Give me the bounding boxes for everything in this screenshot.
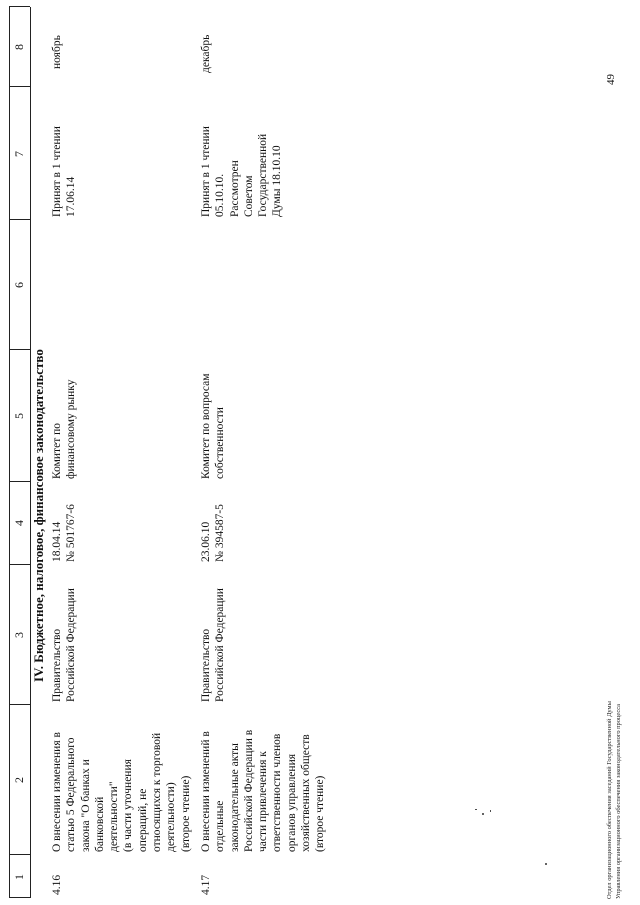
plan-month: ноябрь [51, 35, 63, 69]
scan-speck [545, 863, 547, 865]
bill-title-line: деятельности" [108, 781, 121, 852]
bill-title-line: части привлечения к [257, 751, 270, 852]
footer-line: Отдел организационного обеспечения заседаний Государственной Думы [606, 701, 613, 899]
registration-number: № 394587-5 [214, 504, 227, 562]
col-divider [9, 6, 30, 7]
col-divider [9, 86, 30, 87]
status-line: Принят в 1 чтении [51, 126, 63, 217]
status [199, 126, 285, 217]
bill-title-line: отдельные [214, 800, 227, 852]
bill-title-line: хозяйственных обществ [300, 734, 313, 852]
committee-line: собственности [214, 407, 227, 479]
status-line: Думы 18.10.10 [271, 145, 284, 217]
status-line: Принят в 1 чтении [200, 126, 212, 217]
bill-title-line: ответственности членов [271, 733, 284, 852]
row-number: 4.17 [200, 874, 212, 895]
bill-title-line: деятельности) [165, 782, 178, 852]
column-number: 6 [12, 282, 26, 288]
column-number: 5 [12, 413, 26, 419]
initiator [50, 588, 79, 702]
col-divider [9, 854, 30, 855]
bill-title [50, 732, 193, 852]
col-divider [9, 349, 30, 350]
scan-speck [490, 810, 491, 812]
column-number: 8 [12, 44, 26, 50]
status-line: 05.10.10. [214, 173, 227, 217]
col-divider [9, 481, 30, 482]
bill-title-line: органов управления [285, 753, 298, 852]
status-line: Государственной [257, 133, 270, 217]
initiator [199, 588, 228, 702]
bill-title-line: операций, не [136, 788, 149, 852]
registration [50, 504, 79, 562]
bill-title-line: (второе чтение) [179, 775, 192, 852]
committee-line: финансовому рынку [65, 379, 78, 479]
committee-line: Комитет по [51, 423, 63, 479]
column-number: 7 [12, 151, 26, 157]
initiator-line: Российской Федерации [65, 588, 78, 702]
bill-title-line: Российской Федерации в [242, 729, 255, 852]
plan-month: декабрь [200, 34, 212, 73]
col-divider [9, 219, 30, 220]
col-divider [9, 564, 30, 565]
bill-title-line: О внесении изменений в [200, 731, 212, 852]
committee [50, 380, 79, 479]
registration [199, 504, 228, 562]
bill-title-line: банковской [93, 796, 106, 852]
bill-title-line: (в части уточнения [122, 759, 135, 852]
column-number: 1 [12, 874, 26, 880]
scan-speck [482, 813, 484, 815]
bill-title-line: относящихся к торговой [151, 732, 164, 852]
bill-title-line: закона "О банках и [79, 759, 92, 852]
row-number: 4.16 [51, 874, 63, 895]
initiator-line: Правительство [200, 628, 212, 702]
status [50, 126, 79, 217]
col-divider [9, 897, 30, 898]
column-number: 3 [12, 632, 26, 638]
bill-title-line: (второе чтение) [314, 775, 327, 852]
status-line: 17.06.14 [65, 176, 78, 217]
bill-title-line: законодательные акты [228, 743, 241, 852]
col-divider [9, 704, 30, 705]
footer-line: Управления организационного обеспечения законодательного процесса [615, 704, 622, 899]
bill-title [199, 730, 328, 852]
initiator-line: Правительство [51, 628, 63, 702]
initiator-line: Российской Федерации [214, 588, 227, 702]
committee-line: Комитет по вопросам [200, 373, 212, 479]
status-line: Рассмотрен [228, 160, 241, 217]
section-title: IV. Бюджетное, налоговое, финансовое законодательство [31, 349, 46, 682]
column-number: 2 [12, 777, 26, 783]
bill-title-line: статью 5 Федерального [65, 737, 78, 852]
page-number: 49 [605, 74, 617, 85]
committee [199, 373, 228, 479]
scan-speck [475, 809, 477, 810]
status-line: Советом [242, 175, 255, 217]
bill-title-line: О внесении изменения в [51, 732, 63, 852]
page-footer [605, 701, 623, 899]
registration-date: 18.04.14 [51, 521, 63, 562]
registration-date: 23.06.10 [200, 521, 212, 562]
column-number: 4 [12, 520, 26, 526]
registration-number: № 501767-6 [65, 504, 78, 562]
